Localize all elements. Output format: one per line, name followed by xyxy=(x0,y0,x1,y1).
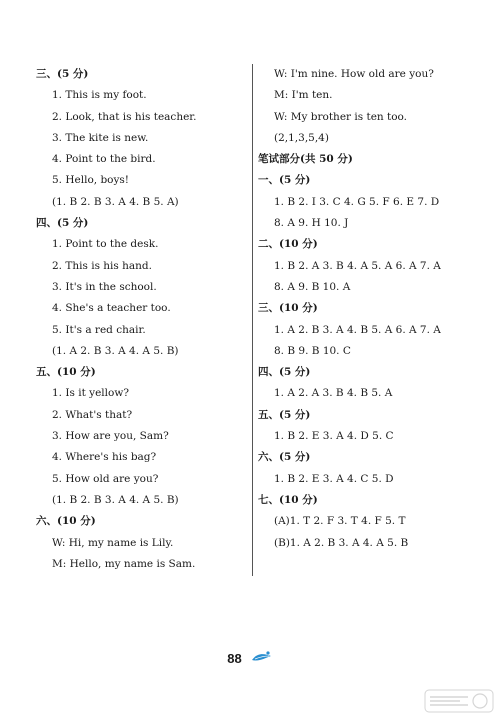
left-answer-line: 5. How old are you? xyxy=(52,472,159,485)
right-answer-line: (2,1,3,5,4) xyxy=(274,131,329,144)
right-section-heading: 二、(10 分) xyxy=(258,238,318,251)
right-section-heading: 七、(10 分) xyxy=(258,493,318,506)
leaf-ornament-icon xyxy=(251,649,273,668)
right-answer-line: 1. A 2. A 3. B 4. B 5. A xyxy=(274,387,393,400)
right-section-heading: 笔试部分(共 50 分) xyxy=(258,153,353,166)
right-answer-line: 1. B 2. E 3. A 4. D 5. C xyxy=(274,430,394,443)
right-answer-line: (A)1. T 2. F 3. T 4. F 5. T xyxy=(274,515,406,528)
left-column xyxy=(36,64,246,575)
left-section-heading: 六、(10 分) xyxy=(36,515,96,528)
left-section-heading: 五、(10 分) xyxy=(36,366,96,379)
right-section-heading: 六、(5 分) xyxy=(258,451,311,464)
left-answer-line: 2. Look, that is his teacher. xyxy=(52,110,197,123)
left-answer-line: 3. It's in the school. xyxy=(52,280,157,293)
right-answer-line: 1. A 2. B 3. A 4. B 5. A 6. A 7. A xyxy=(274,323,441,336)
left-answer-line: 2. This is his hand. xyxy=(52,259,152,272)
left-answer-line: 3. The kite is new. xyxy=(52,131,149,144)
left-section-heading: 三、(5 分) xyxy=(36,68,89,80)
right-answer-line: 1. B 2. A 3. B 4. A 5. A 6. A 7. A xyxy=(274,259,441,272)
right-answer-line: 1. B 2. E 3. A 4. C 5. D xyxy=(274,472,394,485)
left-answer-line: 5. Hello, boys! xyxy=(52,174,130,187)
right-section-heading: 五、(5 分) xyxy=(258,408,311,421)
left-answer-line: 5. It's a red chair. xyxy=(52,323,146,336)
left-answer-line: 2. What's that? xyxy=(52,408,133,421)
right-answer-line: W: My brother is ten too. xyxy=(274,110,408,123)
page-footer xyxy=(0,648,500,668)
page-number: 88 xyxy=(227,651,242,666)
right-answer-line: W: I'm nine. How old are you? xyxy=(274,68,434,80)
left-answer-line: 4. Where's his bag? xyxy=(52,451,157,464)
left-answer-line: 4. Point to the bird. xyxy=(52,153,156,166)
right-column xyxy=(258,64,468,554)
left-answer-line: 1. Is it yellow? xyxy=(52,387,129,400)
column-divider xyxy=(252,64,253,576)
left-answer-line: (1. A 2. B 3. A 4. A 5. B) xyxy=(52,344,179,357)
right-answer-line: 8. A 9. H 10. J xyxy=(274,217,349,230)
right-section-heading: 一、(5 分) xyxy=(258,174,311,187)
left-answer-line: 1. Point to the desk. xyxy=(52,238,159,251)
right-answer-line: 8. A 9. B 10. A xyxy=(274,280,351,293)
right-answer-line: 1. B 2. I 3. C 4. G 5. F 6. E 7. D xyxy=(274,195,440,208)
left-answer-line: 3. How are you, Sam? xyxy=(52,430,169,443)
right-section-heading: 四、(5 分) xyxy=(258,366,311,379)
left-answer-line: W: Hi, my name is Lily. xyxy=(52,536,174,549)
left-answer-line: 4. She's a teacher too. xyxy=(52,302,171,315)
left-answer-line: M: Hello, my name is Sam. xyxy=(52,557,196,570)
right-answer-line: (B)1. A 2. B 3. A 4. A 5. B xyxy=(274,536,409,549)
right-answer-line: M: I'm ten. xyxy=(274,89,333,102)
watermark-logo xyxy=(424,688,494,714)
left-answer-line: 1. This is my foot. xyxy=(52,89,147,102)
left-answer-line: (1. B 2. B 3. A 4. B 5. A) xyxy=(52,195,179,208)
left-section-heading: 四、(5 分) xyxy=(36,217,89,230)
right-answer-line: 8. B 9. B 10. C xyxy=(274,344,351,357)
right-section-heading: 三、(10 分) xyxy=(258,302,318,315)
left-answer-line: (1. B 2. B 3. A 4. A 5. B) xyxy=(52,493,179,506)
